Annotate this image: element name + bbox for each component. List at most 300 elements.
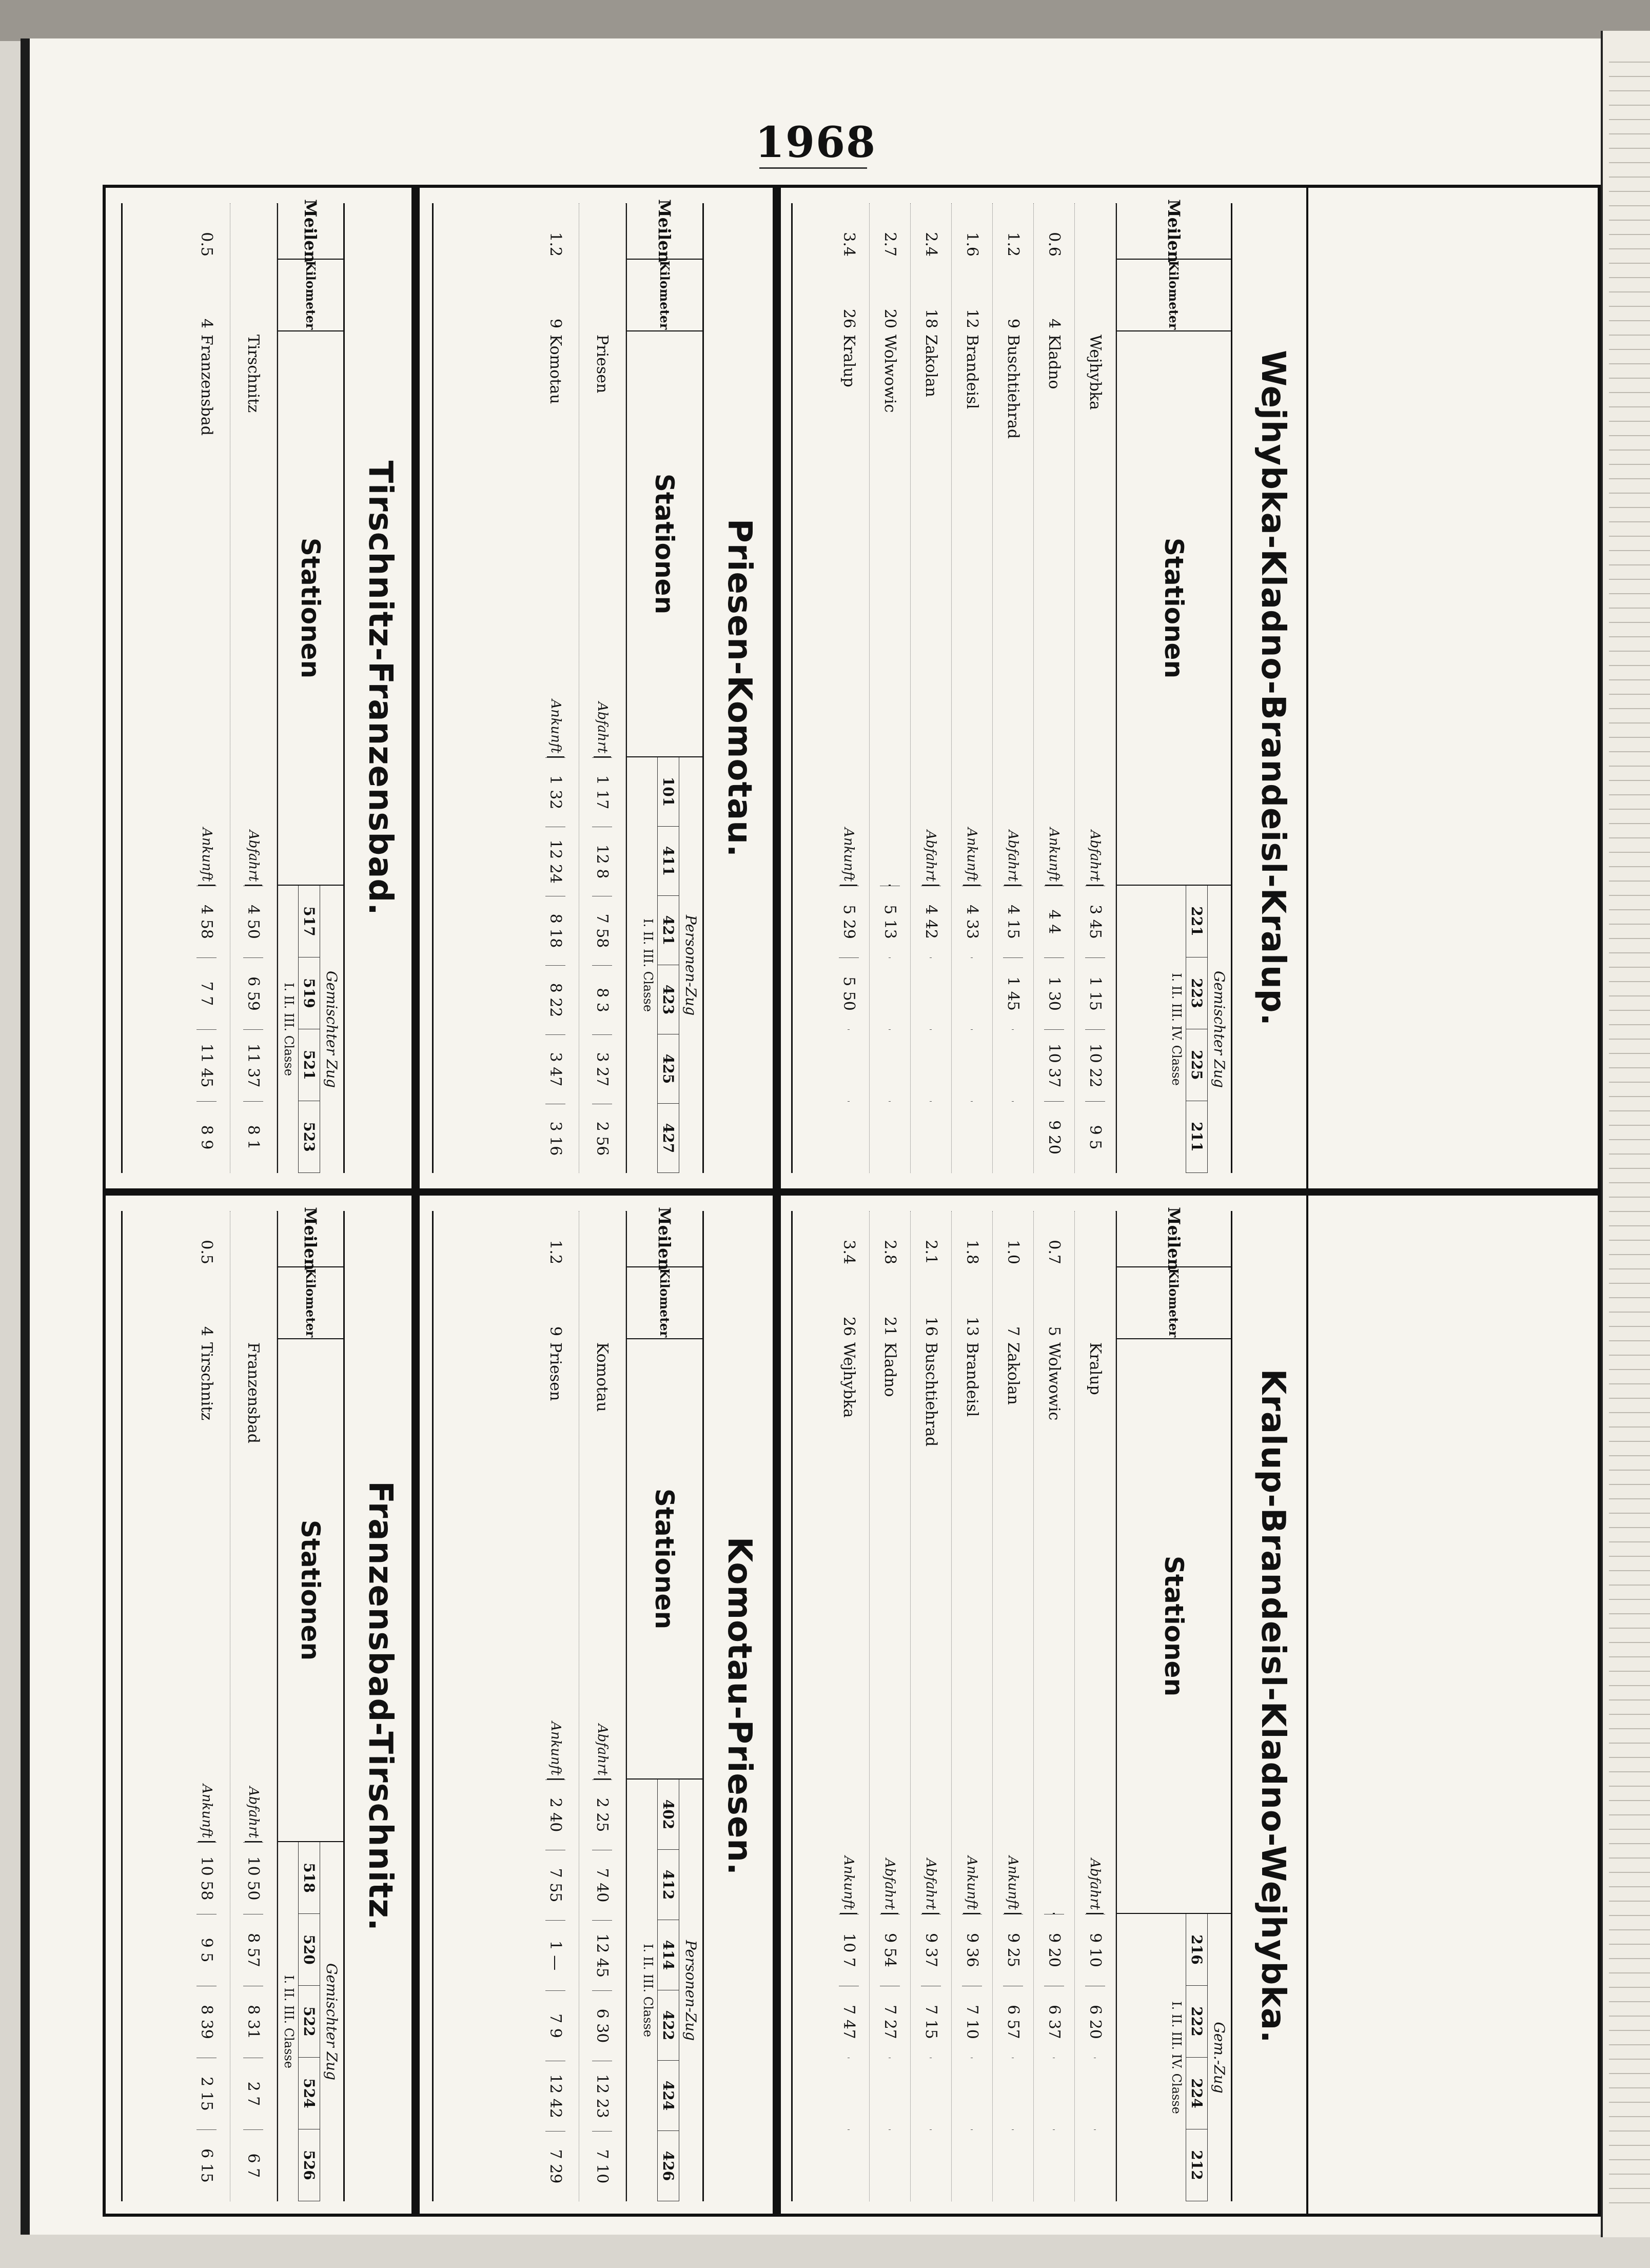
- timetable-title: Franzensbad-Tirschnitz.: [361, 1481, 399, 1931]
- station-name: Tirschnitz: [244, 335, 263, 413]
- time-value: 9 36: [962, 1914, 982, 1986]
- header-meilen: Meilen: [1117, 1211, 1231, 1267]
- station-name: Buschtiehrad: [922, 1342, 940, 1447]
- train-classes: I. II. III. IV. Classe: [1167, 886, 1186, 1173]
- time-value: [930, 2058, 932, 2129]
- arrival-departure-label: Abfahrt: [245, 809, 262, 886]
- time-value: 4 58: [197, 886, 217, 957]
- timetable-title: Wejhybka-Kladno-Brandeisl-Kralup.: [1254, 350, 1292, 1026]
- kilometer-value: 26: [840, 1316, 858, 1336]
- timetable-table: [121, 199, 345, 1173]
- timetable-row: [911, 1211, 952, 2201]
- time-value: 8 18: [546, 896, 566, 965]
- header-stationen: Stationen: [627, 331, 702, 757]
- time-value: 5 29: [839, 886, 859, 957]
- time-value: 5 50: [839, 957, 859, 1029]
- timetable-row: [870, 203, 911, 1173]
- train-numbers: [1186, 1914, 1208, 2201]
- meilen-value: [1094, 1211, 1096, 1267]
- time-value: 2 7: [244, 2058, 264, 2129]
- time-value: [971, 1101, 973, 1173]
- time-value: 7 29: [546, 2131, 566, 2201]
- scan-margin: [0, 0, 1650, 41]
- time-value: 10 37: [1044, 1029, 1064, 1101]
- station-name: Wejhybka: [840, 1342, 858, 1418]
- time-value: 9 25: [1003, 1914, 1023, 1986]
- meilen-value: 0.5: [198, 1240, 216, 1264]
- time-value: 8 9: [197, 1101, 217, 1173]
- station-name: Kralup: [1086, 1342, 1104, 1395]
- meilen-value: 1.2: [1004, 232, 1022, 257]
- meilen-value: [601, 1211, 603, 1267]
- meilen-value: 0.5: [198, 232, 216, 257]
- header-kilometer: Kilometer: [278, 1267, 343, 1339]
- time-value: [848, 2129, 850, 2201]
- timetable-table: [432, 199, 704, 1173]
- time-value: 8 22: [546, 965, 566, 1034]
- train-number: 523: [299, 1101, 320, 1173]
- train-classes: I. II. III. Classe: [280, 886, 299, 1173]
- train-number: 427: [658, 1104, 679, 1173]
- meilen-value: 1.0: [1004, 1240, 1022, 1264]
- train-type-label: Gemischter Zug: [323, 1963, 340, 2081]
- timetable-komotau-priesen: [422, 1201, 765, 2212]
- time-value: 7 10: [962, 1986, 982, 2058]
- time-value: 2 25: [593, 1780, 613, 1850]
- header-trains: [627, 757, 702, 1173]
- time-value: 1 17: [593, 757, 613, 827]
- kilometer-value: [601, 1267, 603, 1339]
- time-value: 7 47: [839, 1986, 859, 2058]
- timetable-table: [791, 199, 1232, 1173]
- station-name: Brandeisl: [963, 1342, 981, 1417]
- meilen-value: 3.4: [840, 232, 858, 257]
- arrival-departure-label: Abfahrt: [594, 1703, 611, 1780]
- time-value: 6 15: [197, 2129, 217, 2201]
- header-stationen: Stationen: [1117, 331, 1231, 886]
- kilometer-value: [601, 260, 603, 331]
- timetable-row: [184, 203, 230, 1173]
- train-type-label: Gem.-Zug: [1211, 2022, 1228, 2094]
- time-value: 12 45: [593, 1920, 613, 1990]
- arrival-departure-label: Ankunft: [198, 1765, 215, 1842]
- train-numbers: [299, 1842, 320, 2201]
- kilometer-value: 4: [198, 1326, 216, 1336]
- time-value: 2 40: [546, 1780, 566, 1850]
- kilometer-value: 9: [546, 1326, 565, 1336]
- time-value: 2 56: [593, 1104, 613, 1173]
- train-number: 517: [299, 886, 320, 957]
- kilometer-value: [1094, 1267, 1096, 1339]
- time-value: [889, 1029, 891, 1101]
- arrival-departure-label: Abfahrt: [1087, 1837, 1104, 1914]
- arrival-departure-label: Abfahrt: [881, 1837, 899, 1914]
- time-value: 7 15: [921, 1986, 941, 2058]
- header-trains: [1117, 1914, 1231, 2201]
- header-kilometer: Kilometer: [1117, 260, 1231, 331]
- time-value: 1 30: [1044, 957, 1064, 1029]
- arrival-departure-label: Ankunft: [840, 809, 858, 886]
- time-value: 10 22: [1085, 1029, 1105, 1101]
- time-value: [930, 957, 932, 1029]
- station-name: Buschtiehrad: [1004, 335, 1022, 439]
- time-value: 1 15: [1085, 957, 1105, 1029]
- time-value: 12 42: [546, 2061, 566, 2131]
- time-value: [1053, 2129, 1055, 2201]
- meilen-value: [1094, 203, 1096, 260]
- train-numbers: [1186, 886, 1208, 1173]
- arrival-departure-label: Abfahrt: [1087, 809, 1104, 886]
- kilometer-value: 13: [963, 1316, 981, 1336]
- train-number: 414: [658, 1920, 679, 1990]
- train-number: 421: [658, 896, 679, 965]
- kilometer-value: 16: [922, 1316, 940, 1336]
- time-value: 8 3: [593, 965, 613, 1034]
- time-value: 4 50: [244, 886, 264, 957]
- meilen-value: [601, 203, 603, 260]
- train-number: 212: [1186, 2129, 1207, 2201]
- kilometer-value: [1094, 260, 1096, 331]
- train-numbers: [658, 1780, 679, 2201]
- timetable-row: [533, 1211, 579, 2201]
- kilometer-value: 12: [963, 308, 981, 328]
- time-value: 1 —: [546, 1920, 566, 1990]
- time-value: 6 37: [1044, 1986, 1064, 2058]
- timetable-row: [911, 203, 952, 1173]
- timetable-row: [184, 1211, 230, 2201]
- kilometer-value: 20: [881, 308, 899, 328]
- time-value: 5 13: [880, 886, 900, 957]
- table-header: [626, 199, 702, 1173]
- arrival-departure-label: Abfahrt: [922, 1837, 940, 1914]
- meilen-value: 2.1: [922, 1240, 940, 1264]
- meilen-value: 1.2: [546, 1240, 565, 1264]
- adjacent-page-edge: [1601, 31, 1650, 2237]
- header-meilen: Meilen: [1117, 203, 1231, 260]
- header-stationen: Stationen: [627, 1339, 702, 1780]
- meilen-value: 0.7: [1045, 1240, 1063, 1264]
- train-number: 101: [658, 757, 679, 827]
- train-number: 211: [1186, 1101, 1207, 1173]
- train-classes: I. II. III. Classe: [280, 1842, 299, 2201]
- time-value: 8 39: [197, 1986, 217, 2058]
- meilen-value: [252, 1211, 254, 1267]
- table-header: [1116, 1207, 1231, 2201]
- timetable-wejhybka-kladno-brandeisl-kralup: [781, 193, 1299, 1183]
- timetable-panel-content: [781, 1201, 1299, 2212]
- time-value: 6 57: [1003, 1986, 1023, 2058]
- kilometer-value: 21: [881, 1316, 899, 1336]
- time-value: [848, 1101, 850, 1173]
- timetable-franzensbad-tirschnitz: [111, 1201, 406, 2212]
- train-number: 518: [299, 1842, 320, 1914]
- time-value: [1012, 1101, 1014, 1173]
- time-value: 9 20: [1044, 1914, 1064, 1986]
- arrival-departure-label: Ankunft: [547, 1703, 564, 1780]
- train-numbers: [299, 886, 320, 1173]
- timetable-panel-content: [422, 193, 765, 1183]
- time-value: 8 31: [244, 1986, 264, 2058]
- timetable-row: [1075, 1211, 1116, 2201]
- header-meilen: Meilen: [278, 203, 343, 260]
- time-value: [848, 2058, 850, 2129]
- time-value: 11 45: [197, 1029, 217, 1101]
- time-value: [971, 2058, 973, 2129]
- header-trains: [278, 886, 343, 1173]
- kilometer-value: 7: [1004, 1326, 1022, 1336]
- table-header: [277, 1207, 343, 2201]
- header-meilen: Meilen: [278, 1211, 343, 1267]
- station-name: Komotau: [546, 335, 565, 404]
- time-value: 12 8: [593, 827, 613, 896]
- train-number: 425: [658, 1034, 679, 1104]
- timetable-table: [791, 1207, 1232, 2201]
- header-kilometer: Kilometer: [627, 260, 702, 331]
- kilometer-value: 9: [1004, 318, 1022, 328]
- arrival-departure-label: Abfahrt: [922, 809, 940, 886]
- train-number: 522: [299, 1986, 320, 2058]
- meilen-value: 0.6: [1045, 232, 1063, 257]
- arrival-departure-label: Ankunft: [547, 680, 564, 757]
- arrival-departure-label: Ankunft: [1005, 1837, 1022, 1914]
- train-classes: I. II. III. IV. Classe: [1167, 1914, 1186, 2201]
- time-value: 9 54: [880, 1914, 900, 1986]
- station-name: Kralup: [840, 335, 858, 387]
- station-name: Tirschnitz: [198, 1342, 216, 1421]
- train-classes: I. II. III. Classe: [639, 757, 658, 1173]
- timetable-row: [829, 1211, 870, 2201]
- timetable-kralup-brandeisl-kladno-wejhybka: [781, 1201, 1299, 2212]
- time-value: 1 32: [546, 757, 566, 827]
- arrival-departure-label: Ankunft: [840, 1837, 858, 1914]
- train-number: 225: [1186, 1029, 1207, 1101]
- meilen-value: 1.6: [963, 232, 981, 257]
- time-value: 4 42: [921, 886, 941, 957]
- timetable-row: [952, 203, 993, 1173]
- header-kilometer: Kilometer: [1117, 1267, 1231, 1339]
- time-value: 6 20: [1085, 1986, 1105, 2058]
- time-value: 3 47: [546, 1034, 566, 1104]
- arrival-departure-label: [889, 809, 891, 886]
- time-value: [889, 2129, 891, 2201]
- train-type-label: Personen-Zug: [682, 914, 699, 1016]
- train-number: 221: [1186, 886, 1207, 957]
- train-type-label: Gemischter Zug: [323, 970, 340, 1088]
- timetable-priesen-komotau: [422, 193, 765, 1183]
- page-number-rule: [759, 167, 867, 169]
- meilen-value: 2.7: [881, 232, 899, 257]
- time-value: [1012, 2058, 1014, 2129]
- timetable-row: [1034, 203, 1075, 1173]
- time-value: 7 40: [593, 1850, 613, 1920]
- kilometer-value: [252, 1267, 254, 1339]
- meilen-value: 1.2: [546, 232, 565, 257]
- timetable-title: Komotau-Priesen.: [720, 1536, 758, 1876]
- kilometer-value: 26: [840, 308, 858, 328]
- arrival-departure-label: [1053, 1837, 1055, 1914]
- header-meilen: Meilen: [627, 1211, 702, 1267]
- train-number: 411: [658, 827, 679, 896]
- meilen-value: 3.4: [840, 1240, 858, 1264]
- time-value: 4 33: [962, 886, 982, 957]
- timetable-row: [870, 1211, 911, 2201]
- station-name: Wolwowic: [881, 335, 899, 413]
- time-value: [1094, 2058, 1096, 2129]
- arrival-departure-label: Ankunft: [964, 809, 981, 886]
- column-divider: [1306, 188, 1308, 2214]
- header-trains: [278, 1842, 343, 2201]
- timetable-row: [952, 1211, 993, 2201]
- time-value: [889, 957, 891, 1029]
- timetable-row: [993, 203, 1034, 1173]
- train-number: 216: [1186, 1914, 1207, 1986]
- meilen-value: [252, 203, 254, 260]
- header-kilometer: Kilometer: [278, 260, 343, 331]
- train-numbers: [658, 757, 679, 1173]
- time-value: 9 10: [1085, 1914, 1105, 1986]
- time-value: 9 37: [921, 1914, 941, 1986]
- meilen-value: 1.8: [963, 1240, 981, 1264]
- table-header: [277, 199, 343, 1173]
- timetable-table: [121, 1207, 345, 2201]
- train-number: 520: [299, 1914, 320, 1986]
- timetable-frame: [103, 185, 1601, 2217]
- kilometer-value: 5: [1045, 1326, 1063, 1336]
- time-value: 4 15: [1003, 886, 1023, 957]
- time-value: 6 30: [593, 1990, 613, 2061]
- kilometer-value: [252, 260, 254, 331]
- arrival-departure-label: Abfahrt: [1005, 809, 1022, 886]
- time-value: [889, 1101, 891, 1173]
- train-number: 424: [658, 2061, 679, 2131]
- time-value: 12 23: [593, 2061, 613, 2131]
- time-value: 3 16: [546, 1104, 566, 1173]
- train-type-label: Personen-Zug: [682, 1940, 699, 2041]
- timetable-row: [993, 1211, 1034, 2201]
- time-value: 6 7: [244, 2129, 264, 2201]
- train-number: 524: [299, 2058, 320, 2129]
- station-name: Wejhybka: [1086, 335, 1104, 410]
- time-value: 10 58: [197, 1842, 217, 1914]
- station-name: Franzensbad: [244, 1342, 263, 1443]
- arrival-departure-label: Ankunft: [1046, 809, 1063, 886]
- station-name: Zakolan: [1004, 1342, 1022, 1405]
- time-value: 8 1: [244, 1101, 264, 1173]
- station-name: Zakolan: [922, 335, 940, 397]
- time-value: 7 9: [546, 1990, 566, 2061]
- train-number: 223: [1186, 957, 1207, 1029]
- timetable-row: [829, 203, 870, 1173]
- time-value: 9 20: [1044, 1101, 1064, 1173]
- arrival-departure-label: Ankunft: [198, 809, 215, 886]
- time-value: 1 45: [1003, 957, 1023, 1029]
- kilometer-value: 9: [546, 318, 565, 328]
- train-number: 423: [658, 965, 679, 1034]
- time-value: [1012, 1029, 1014, 1101]
- timetable-row: [1034, 1211, 1075, 2201]
- time-value: 7 10: [593, 2131, 613, 2201]
- station-name: Priesen: [546, 1342, 565, 1401]
- train-number: 222: [1186, 1986, 1207, 2058]
- timetable-table: [432, 1207, 704, 2201]
- train-number: 422: [658, 1990, 679, 2061]
- table-header: [626, 1207, 702, 2201]
- time-value: 7 55: [546, 1850, 566, 1920]
- train-number: 519: [299, 957, 320, 1029]
- train-type-label: Gemischter Zug: [1211, 970, 1228, 1088]
- page-number: 1968: [755, 118, 877, 167]
- timetable-panel-content: [781, 193, 1299, 1183]
- timetable-panel-content: [422, 1201, 765, 2212]
- train-number: 224: [1186, 2058, 1207, 2129]
- time-value: [971, 1029, 973, 1101]
- time-value: [1094, 2129, 1096, 2201]
- column-divider: [411, 188, 420, 2214]
- time-value: 8 57: [244, 1914, 264, 1986]
- timetable-row: [579, 203, 626, 1173]
- header-meilen: Meilen: [627, 203, 702, 260]
- time-value: 9 5: [1085, 1101, 1105, 1173]
- timetable-tirschnitz-franzensbad: [111, 193, 406, 1183]
- meilen-value: 2.4: [922, 232, 940, 257]
- train-number: 526: [299, 2129, 320, 2201]
- station-name: Franzensbad: [198, 335, 216, 436]
- arrival-departure-label: Abfahrt: [594, 680, 611, 757]
- header-stationen: Stationen: [1117, 1339, 1231, 1914]
- table-header: [1116, 199, 1231, 1173]
- header-kilometer: Kilometer: [627, 1267, 702, 1339]
- train-number: 412: [658, 1850, 679, 1920]
- timetable-row: [230, 203, 277, 1173]
- time-value: [848, 1029, 850, 1101]
- station-name: Wolwowic: [1045, 1342, 1063, 1421]
- time-value: 3 27: [593, 1034, 613, 1104]
- time-value: 3 45: [1085, 886, 1105, 957]
- time-value: 7 58: [593, 896, 613, 965]
- time-value: [889, 2058, 891, 2129]
- arrival-departure-label: Ankunft: [964, 1837, 981, 1914]
- train-classes: I. II. III. Classe: [639, 1780, 658, 2201]
- station-name: Komotau: [593, 1342, 612, 1412]
- station-name: Kladno: [881, 1342, 899, 1397]
- timetable-row: [1075, 203, 1116, 1173]
- kilometer-value: 4: [1045, 318, 1063, 328]
- header-trains: [627, 1780, 702, 2201]
- station-name: Priesen: [593, 335, 612, 394]
- meilen-value: 2.8: [881, 1240, 899, 1264]
- time-value: [971, 957, 973, 1029]
- time-value: 12 24: [546, 827, 566, 896]
- time-value: 7 7: [197, 957, 217, 1029]
- time-value: 2 15: [197, 2058, 217, 2129]
- time-value: [930, 1101, 932, 1173]
- train-number: 402: [658, 1780, 679, 1850]
- train-number: 426: [658, 2131, 679, 2201]
- timetable-row: [533, 203, 579, 1173]
- time-value: [971, 2129, 973, 2201]
- timetable-panel-content: [111, 1201, 406, 2212]
- section-divider: [106, 1188, 1598, 1196]
- timetable-title: Priesen-Komotau.: [720, 518, 758, 858]
- station-name: Brandeisl: [963, 335, 981, 409]
- time-value: 7 27: [880, 1986, 900, 2058]
- timetable-panel-content: [111, 193, 406, 1183]
- header-stationen: Stationen: [278, 1339, 343, 1842]
- time-value: 4 4: [1044, 886, 1064, 957]
- train-number: 521: [299, 1029, 320, 1101]
- kilometer-value: 18: [922, 308, 940, 328]
- time-value: [930, 1029, 932, 1101]
